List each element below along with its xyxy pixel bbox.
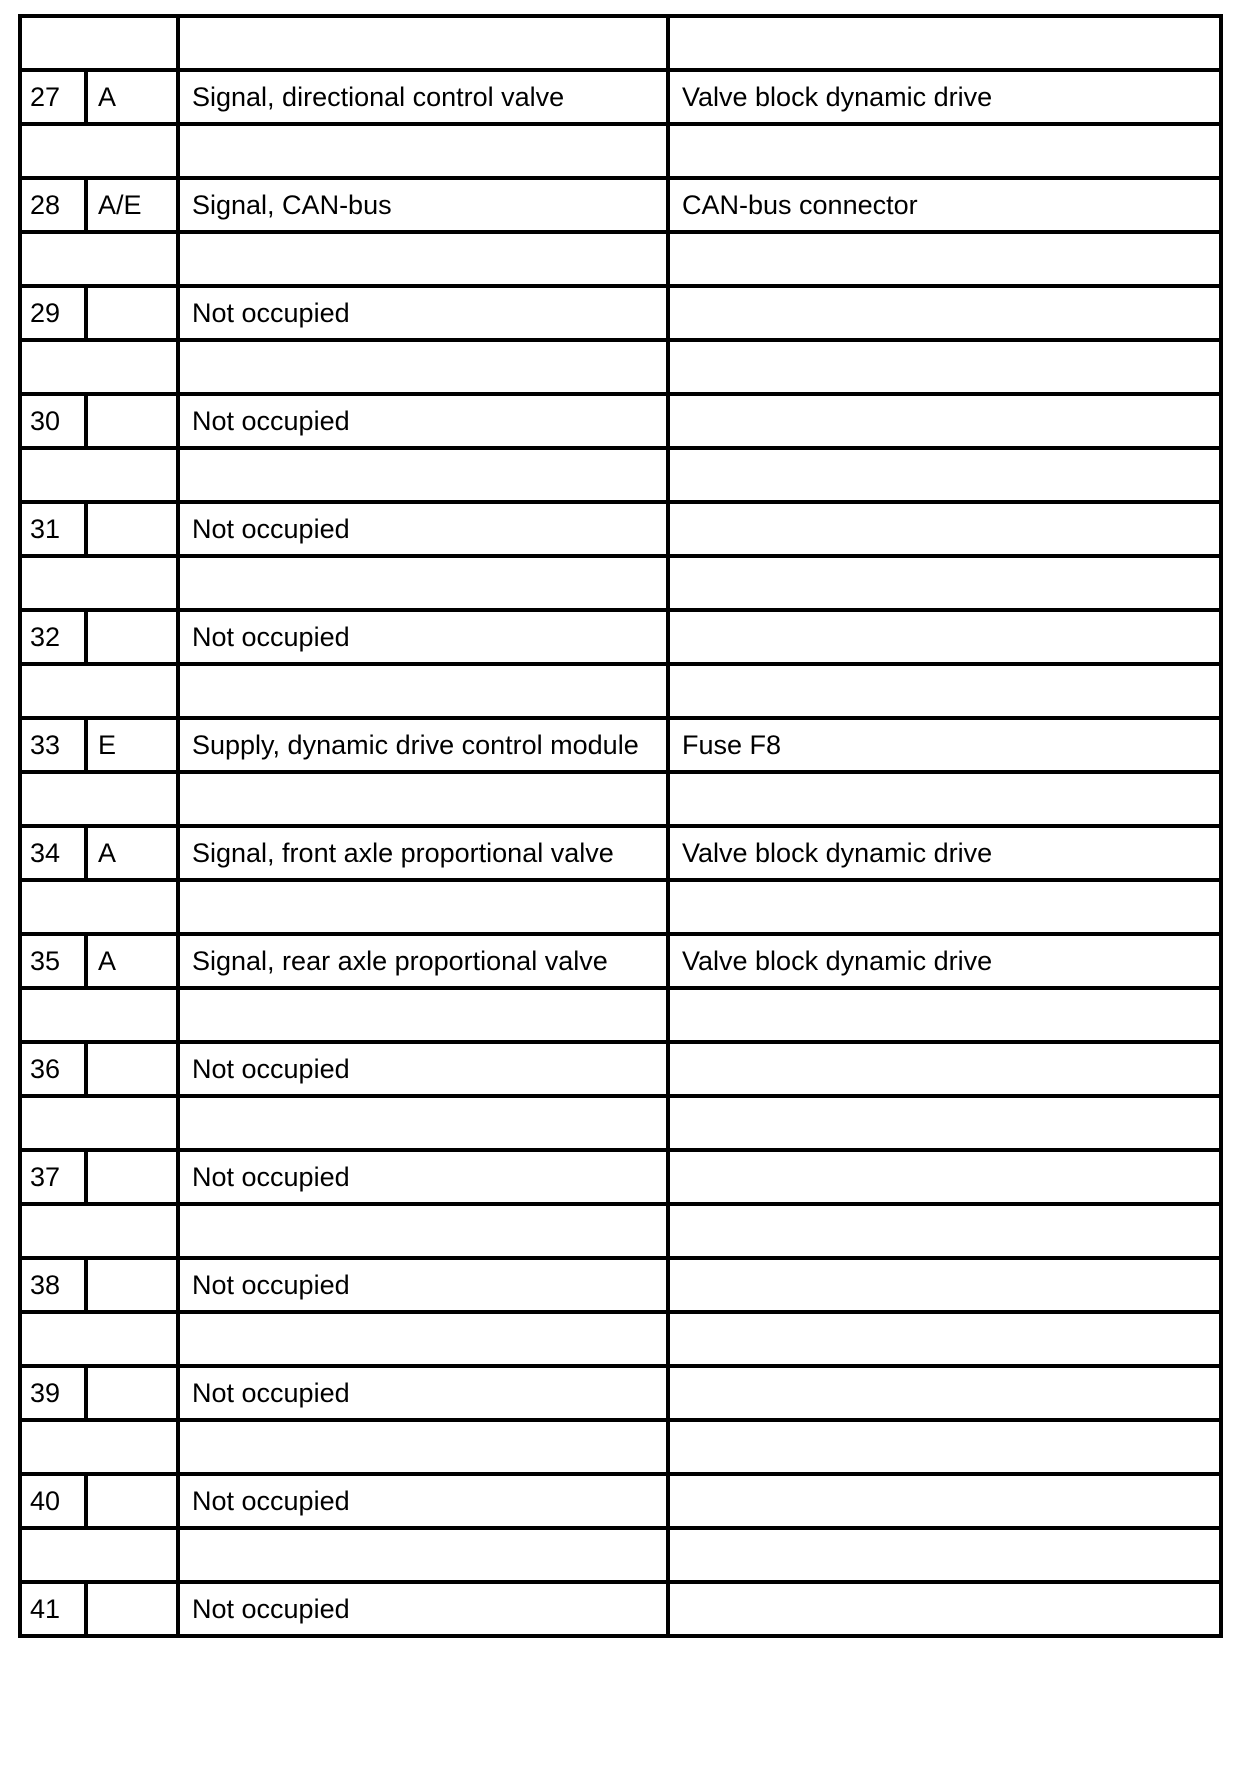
pin-function-cell: Not occupied: [178, 610, 668, 664]
pin-number-cell: 31: [20, 502, 86, 556]
pin-number-cell: 39: [20, 1366, 86, 1420]
pin-row: [20, 1366, 1221, 1420]
spacer-cell-connection: [668, 556, 1221, 610]
spacer-cell-connection: [668, 232, 1221, 286]
pin-number-cell: 30: [20, 394, 86, 448]
spacer-cell-pin: [20, 1204, 178, 1258]
pin-function-cell: Signal, directional control valve: [178, 70, 668, 124]
pin-type-cell: [86, 502, 178, 556]
pin-number-cell: 32: [20, 610, 86, 664]
spacer-cell-pin: [20, 232, 178, 286]
pin-assignment-table: [18, 14, 1223, 1638]
spacer-cell-connection: [668, 1528, 1221, 1582]
pin-type-cell: A: [86, 826, 178, 880]
spacer-cell-pin: [20, 340, 178, 394]
spacer-row: [20, 124, 1221, 178]
pin-connection-cell: [668, 286, 1221, 340]
pin-type-cell: E: [86, 718, 178, 772]
pin-number-cell: 28: [20, 178, 86, 232]
pin-function-cell: Not occupied: [178, 394, 668, 448]
spacer-cell-connection: [668, 1204, 1221, 1258]
pin-row: [20, 1150, 1221, 1204]
spacer-cell-pin: [20, 16, 178, 70]
pin-row: [20, 718, 1221, 772]
spacer-row: [20, 340, 1221, 394]
spacer-row: [20, 880, 1221, 934]
pin-connection-cell: [668, 1582, 1221, 1636]
pin-function-cell: Not occupied: [178, 1366, 668, 1420]
pin-type-cell: [86, 286, 178, 340]
pin-function-cell: Not occupied: [178, 1258, 668, 1312]
spacer-row: [20, 1204, 1221, 1258]
spacer-row: [20, 772, 1221, 826]
pin-type-cell: [86, 1582, 178, 1636]
spacer-cell-function: [178, 232, 668, 286]
pin-connection-cell: Fuse F8: [668, 718, 1221, 772]
pin-table-body: [20, 16, 1221, 1636]
spacer-cell-pin: [20, 1528, 178, 1582]
pin-number-cell: 29: [20, 286, 86, 340]
spacer-cell-connection: [668, 1420, 1221, 1474]
spacer-cell-function: [178, 16, 668, 70]
pin-function-cell: Signal, CAN-bus: [178, 178, 668, 232]
pin-connection-cell: Valve block dynamic drive: [668, 934, 1221, 988]
pin-number-cell: 37: [20, 1150, 86, 1204]
spacer-cell-connection: [668, 448, 1221, 502]
pin-connection-cell: [668, 502, 1221, 556]
spacer-row: [20, 988, 1221, 1042]
spacer-cell-pin: [20, 988, 178, 1042]
pin-row: [20, 1258, 1221, 1312]
pin-number-cell: 41: [20, 1582, 86, 1636]
spacer-cell-function: [178, 1312, 668, 1366]
pin-number-cell: 33: [20, 718, 86, 772]
pin-connection-cell: CAN-bus connector: [668, 178, 1221, 232]
spacer-cell-connection: [668, 124, 1221, 178]
pin-row: [20, 1582, 1221, 1636]
pin-row: [20, 394, 1221, 448]
spacer-cell-connection: [668, 1312, 1221, 1366]
pin-type-cell: [86, 1474, 178, 1528]
spacer-cell-connection: [668, 772, 1221, 826]
spacer-cell-pin: [20, 124, 178, 178]
pin-connection-cell: Valve block dynamic drive: [668, 70, 1221, 124]
pin-type-cell: [86, 610, 178, 664]
spacer-cell-pin: [20, 556, 178, 610]
pin-row: [20, 610, 1221, 664]
spacer-cell-function: [178, 772, 668, 826]
pin-function-cell: Not occupied: [178, 502, 668, 556]
pin-type-cell: [86, 1366, 178, 1420]
spacer-row: [20, 232, 1221, 286]
spacer-row: [20, 1528, 1221, 1582]
pin-connection-cell: [668, 1258, 1221, 1312]
spacer-cell-connection: [668, 1096, 1221, 1150]
spacer-cell-function: [178, 124, 668, 178]
spacer-cell-connection: [668, 988, 1221, 1042]
pin-number-cell: 36: [20, 1042, 86, 1096]
spacer-cell-connection: [668, 340, 1221, 394]
pin-function-cell: Not occupied: [178, 286, 668, 340]
pin-number-cell: 27: [20, 70, 86, 124]
pin-row: [20, 70, 1221, 124]
spacer-cell-connection: [668, 880, 1221, 934]
spacer-cell-function: [178, 1420, 668, 1474]
spacer-cell-function: [178, 448, 668, 502]
spacer-cell-function: [178, 988, 668, 1042]
pin-type-cell: [86, 1258, 178, 1312]
spacer-row: [20, 1420, 1221, 1474]
spacer-cell-function: [178, 880, 668, 934]
pin-row: [20, 934, 1221, 988]
spacer-cell-function: [178, 340, 668, 394]
pin-function-cell: Not occupied: [178, 1150, 668, 1204]
pin-number-cell: 38: [20, 1258, 86, 1312]
spacer-cell-pin: [20, 1312, 178, 1366]
spacer-cell-connection: [668, 664, 1221, 718]
spacer-cell-connection: [668, 16, 1221, 70]
pin-connection-cell: [668, 1366, 1221, 1420]
pin-connection-cell: [668, 394, 1221, 448]
pin-type-cell: [86, 394, 178, 448]
spacer-row: [20, 1096, 1221, 1150]
spacer-row: [20, 556, 1221, 610]
spacer-row: [20, 16, 1221, 70]
spacer-cell-pin: [20, 1096, 178, 1150]
pin-number-cell: 40: [20, 1474, 86, 1528]
spacer-cell-pin: [20, 664, 178, 718]
pin-connection-cell: [668, 1150, 1221, 1204]
pin-assignment-sheet: [18, 14, 1219, 1638]
pin-type-cell: A: [86, 70, 178, 124]
pin-row: [20, 502, 1221, 556]
spacer-cell-function: [178, 556, 668, 610]
pin-connection-cell: [668, 610, 1221, 664]
spacer-cell-pin: [20, 772, 178, 826]
pin-number-cell: 34: [20, 826, 86, 880]
pin-function-cell: Supply, dynamic drive control module: [178, 718, 668, 772]
pin-function-cell: Not occupied: [178, 1582, 668, 1636]
pin-connection-cell: Valve block dynamic drive: [668, 826, 1221, 880]
spacer-row: [20, 448, 1221, 502]
pin-type-cell: A: [86, 934, 178, 988]
spacer-cell-function: [178, 664, 668, 718]
spacer-row: [20, 1312, 1221, 1366]
pin-connection-cell: [668, 1474, 1221, 1528]
spacer-cell-pin: [20, 1420, 178, 1474]
spacer-cell-function: [178, 1096, 668, 1150]
spacer-row: [20, 664, 1221, 718]
pin-type-cell: [86, 1150, 178, 1204]
spacer-cell-function: [178, 1528, 668, 1582]
spacer-cell-function: [178, 1204, 668, 1258]
pin-number-cell: 35: [20, 934, 86, 988]
pin-function-cell: Not occupied: [178, 1474, 668, 1528]
pin-type-cell: [86, 1042, 178, 1096]
pin-function-cell: Signal, rear axle proportional valve: [178, 934, 668, 988]
pin-function-cell: Not occupied: [178, 1042, 668, 1096]
spacer-cell-pin: [20, 448, 178, 502]
pin-row: [20, 1474, 1221, 1528]
pin-row: [20, 1042, 1221, 1096]
pin-type-cell: A/E: [86, 178, 178, 232]
pin-row: [20, 178, 1221, 232]
spacer-cell-pin: [20, 880, 178, 934]
pin-connection-cell: [668, 1042, 1221, 1096]
pin-row: [20, 286, 1221, 340]
pin-function-cell: Signal, front axle proportional valve: [178, 826, 668, 880]
pin-row: [20, 826, 1221, 880]
